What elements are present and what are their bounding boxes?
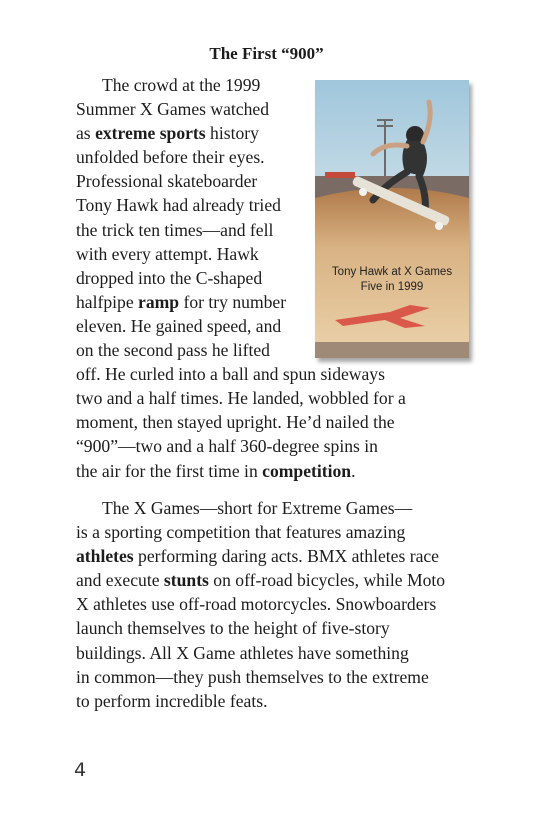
text-line: unfolded before their eyes. <box>76 147 265 168</box>
text-line: on the second pass he lifted <box>76 340 270 361</box>
page-title: The First “900” <box>209 44 324 63</box>
text-line: launch themselves to the height of five-story <box>76 618 390 639</box>
vocab-competition: competition <box>262 460 352 481</box>
text-line: two and a half times. He landed, wobbled for a <box>76 388 406 409</box>
text-line: and execute stunts on off-road bicycles, while Moto <box>76 570 446 591</box>
text-line: halfpipe ramp for try number <box>76 291 287 312</box>
text-line: The crowd at the 1999 <box>102 75 261 95</box>
text-line: X athletes use off-road motorcycles. Snowboarders <box>76 594 437 615</box>
paragraph-2 <box>76 496 445 713</box>
vocab-athletes: athletes <box>76 546 134 567</box>
vocab-extreme-sports: extreme sports <box>95 123 206 144</box>
text-line: off. He curled into a ball and spun sideways <box>76 364 385 385</box>
text-line: the air for the first time in competition. <box>76 460 356 481</box>
text-line: Summer X Games watched <box>76 99 269 120</box>
skateboarder-photo <box>315 80 469 358</box>
text-line: moment, then stayed upright. He’d nailed the <box>76 412 395 433</box>
vocab-stunts: stunts <box>163 570 209 591</box>
text-line: with every attempt. Hawk <box>76 243 259 264</box>
text-line: Professional skateboarder <box>76 171 258 192</box>
text-line: Tony Hawk had already tried <box>76 195 281 216</box>
text-line: dropped into the C-shaped <box>76 267 263 288</box>
photo-caption: Tony Hawk at X Games Five in 1999 <box>331 266 453 293</box>
text-line: in common—they push themselves to the extreme <box>76 666 429 687</box>
skateboarder-illustration <box>315 80 469 358</box>
text-line: The X Games—short for Extreme Games— <box>102 498 413 518</box>
text-line: to perform incredible feats. <box>76 690 268 711</box>
text-line: the trick ten times—and fell <box>76 219 274 240</box>
vocab-ramp: ramp <box>138 291 180 312</box>
text-line: athletes performing daring acts. BMX athletes race <box>76 546 439 567</box>
text-line: eleven. He gained speed, and <box>76 315 282 336</box>
text-line: as extreme sports history <box>76 123 259 144</box>
text-line: “900”—two and a half 360-degree spins in <box>76 436 378 457</box>
page-number: 4 <box>74 759 87 781</box>
text-line: buildings. All X Game athletes have something <box>76 642 409 663</box>
text-line: is a sporting competition that features amazing <box>76 522 406 543</box>
